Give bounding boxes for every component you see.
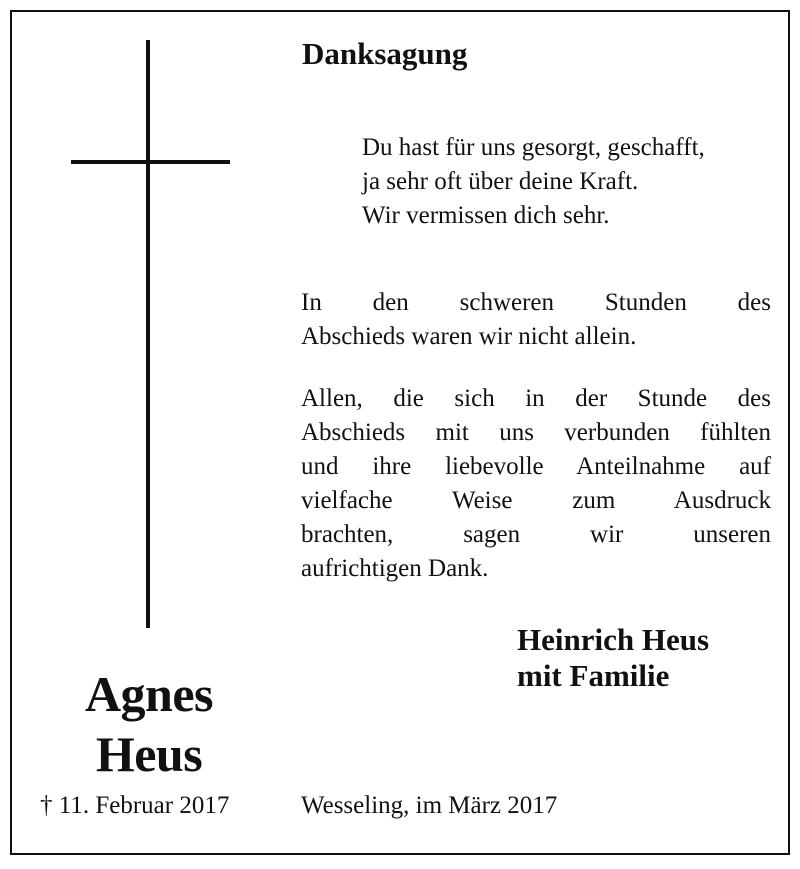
deceased-first-name: Agnes	[84, 666, 214, 722]
verse-line: Du hast für uns gesorgt, geschafft,	[362, 134, 705, 161]
signature-name: Heinrich Heus	[517, 622, 710, 657]
signature	[517, 622, 709, 694]
paragraph-line: vielfache Weise zum Ausdruck	[301, 487, 771, 514]
paragraph-thanks	[301, 382, 771, 586]
paragraph-line: Abschieds mit uns verbunden fühlten	[301, 419, 771, 446]
notice-heading: Danksagung	[302, 36, 468, 71]
deceased-last-name: Heus	[95, 726, 203, 782]
verse-line: ja sehr oft über deine Kraft.	[362, 168, 639, 195]
signature-family: mit Familie	[517, 658, 670, 693]
cross-horizontal-bar	[71, 160, 230, 164]
paragraph-line: Abschieds waren wir nicht allein.	[301, 323, 637, 350]
paragraph-line: und ihre liebevolle Anteilnahme auf	[301, 453, 771, 480]
paragraph-line: In den schweren Stunden des	[301, 289, 771, 316]
paragraph-line: aufrichtigen Dank.	[301, 555, 489, 582]
paragraph-line: Allen, die sich in der Stunde des	[301, 385, 771, 412]
cross-vertical-bar	[146, 40, 150, 628]
paragraph-line: brachten, sagen wir unseren	[301, 521, 771, 548]
verse-line: Wir vermissen dich sehr.	[362, 202, 610, 229]
memorial-verse	[362, 131, 792, 233]
paragraph-not-alone	[301, 286, 771, 354]
place-and-date: Wesseling, im März 2017	[301, 792, 558, 819]
death-date: † 11. Februar 2017	[40, 792, 230, 819]
